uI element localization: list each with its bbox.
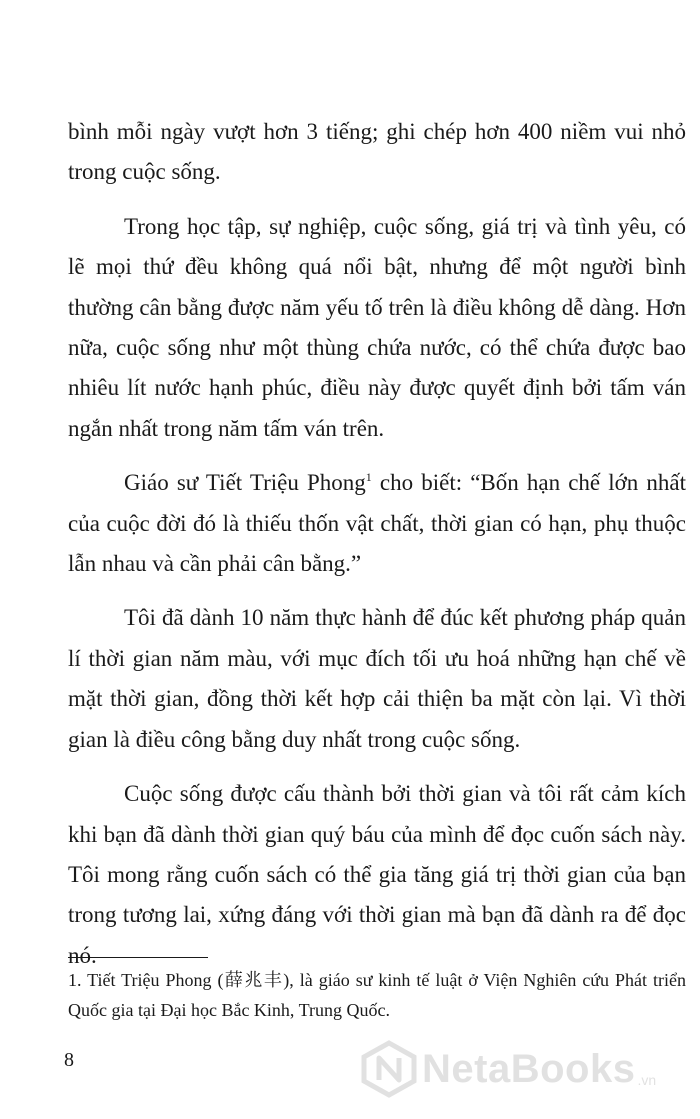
footnote: 1. Tiết Triệu Phong (薛兆丰), là giáo sư kinh tế luật ở Viện Nghiên cứu Phát triển Quốc gia tại Đại học Bắc Kinh, Trung Quốc. xyxy=(68,970,686,1020)
main-text xyxy=(68,112,686,976)
quote-text: cho biết: “Bốn hạn chế lớn nhất của cuộc đời đó là thiếu thốn vật chất, thời gian có hạn, phụ thuộc lẫn nhau và cần phải cân bằng.” xyxy=(68,470,686,577)
footnote-ref[interactable]: 1 xyxy=(365,470,372,485)
paragraph-method: Tôi đã dành 10 năm thực hành để đúc kết phương pháp quản lí thời gian năm màu, với mục đích tối ưu hoá những hạn chế về mặt thời gian, đồng thời kết hợp cải thiện ba mặt còn lại. Vì thời gian là điều công bằng duy nhất trong cuộc sống. xyxy=(68,605,686,752)
paragraph-balance: Trong học tập, sự nghiệp, cuộc sống, giá trị và tình yêu, có lẽ mọi thứ đều không quá nổi bật, nhưng để một người bình thường cân bằng được năm yếu tố trên là điều không dễ dàng. Hơn nữa, cuộc sống như một thùng chứa nước, có thể chứa được bao nhiêu lít nước hạnh phúc, điều này được quyết định bởi tấm ván ngắn nhất trong năm tấm ván trên. xyxy=(68,213,686,441)
watermark-suffix: .vn xyxy=(637,1072,657,1088)
paragraph-continuation: bình mỗi ngày vượt hơn 3 tiếng; ghi chép hơn 400 niềm vui nhỏ trong cuộc sống. xyxy=(68,119,686,185)
footnote-divider xyxy=(68,957,208,958)
netabooks-logo-icon xyxy=(360,1040,418,1098)
watermark xyxy=(360,1040,656,1098)
page-number: 8 xyxy=(64,1049,74,1071)
watermark-text: NetaBooks xyxy=(422,1046,636,1091)
paragraph-quote xyxy=(68,463,686,584)
quote-intro: Giáo sư Tiết Triệu Phong xyxy=(124,470,366,496)
paragraph-closing: Cuộc sống được cấu thành bởi thời gian và tôi rất cảm kích khi bạn đã dành thời gian quý báu của mình để đọc cuốn sách này. Tôi mong rằng cuốn sách có thể gia tăng giá trị thời gian của bạn trong tương lai, xứng đáng với thời gian mà bạn đã dành ra để đọc nó. xyxy=(68,781,686,968)
